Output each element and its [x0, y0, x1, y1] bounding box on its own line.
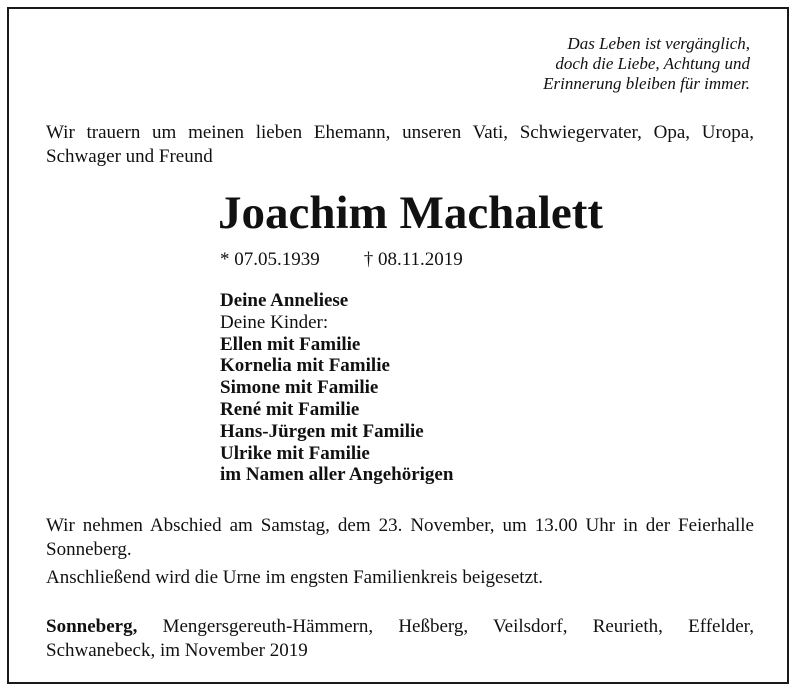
birth-date: * 07.05.1939 — [220, 249, 320, 270]
life-dates — [220, 248, 463, 272]
quote-line: doch die Liebe, Achtung und — [555, 54, 750, 73]
farewell-text: Wir nehmen Abschied am Samstag, dem 23. November, um 13.00 Uhr in der Feierhalle Sonneberg. — [46, 515, 754, 560]
child-entry: Simone mit Familie — [220, 377, 379, 399]
child-entry: Ellen mit Familie — [220, 333, 361, 355]
child-entry: Ulrike mit Familie — [220, 442, 370, 464]
memorial-quote — [470, 34, 750, 94]
relatives-line: im Namen aller Angehörigen — [220, 464, 454, 486]
death-date: † 08.11.2019 — [363, 249, 463, 270]
mourners-list — [220, 290, 453, 486]
closing-place: Sonneberg, — [46, 616, 138, 637]
burial-text: Anschließend wird die Urne im engsten Familienkreis beigesetzt. — [46, 567, 544, 588]
child-entry: René mit Familie — [220, 398, 360, 420]
intro-text: Wir trauern um meinen lieben Ehemann, unseren Vati, Schwiegervater, Opa, Uropa, Schwager und Freund — [46, 122, 754, 167]
child-entry: Hans-Jürgen mit Familie — [220, 420, 424, 442]
child-entry: Kornelia mit Familie — [220, 355, 390, 377]
spouse-name: Deine Anneliese — [220, 290, 349, 311]
deceased-name: Joachim Machalett — [218, 187, 604, 239]
quote-line: Erinnerung bleiben für immer. — [543, 74, 750, 93]
children-label: Deine Kinder: — [220, 311, 329, 333]
quote-line: Das Leben ist vergänglich, — [567, 34, 750, 53]
closing-text — [46, 615, 754, 663]
closing-places-date: Mengersgereuth-Hämmern, Heßberg, Veilsdorf, Reurieth, Effelder, Schwanebeck, im November 2019 — [46, 616, 754, 661]
